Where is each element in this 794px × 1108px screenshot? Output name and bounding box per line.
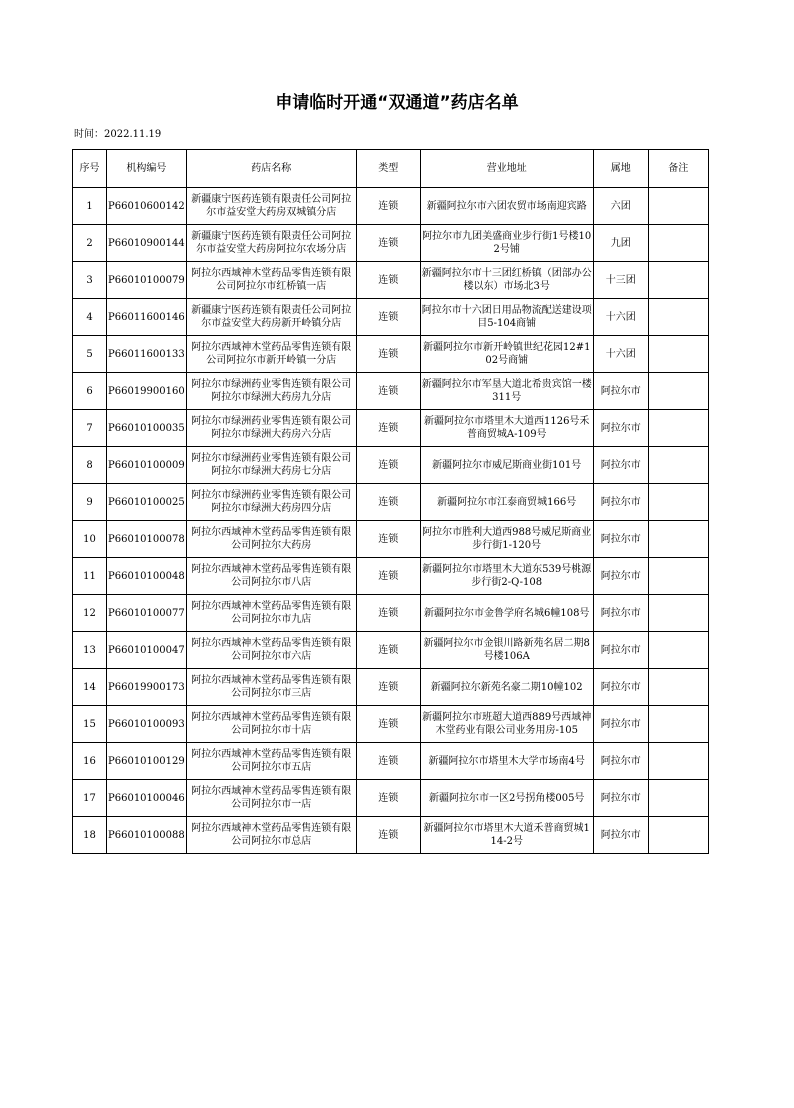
business-address: 阿拉尔市胜利大道西988号威尼斯商业步行街1-120号 [422,527,592,551]
jurisdiction: 阿拉尔市 [593,706,648,743]
jurisdiction: 十六团 [593,336,648,373]
institution-code: P66010100009 [107,447,187,484]
jurisdiction: 阿拉尔市 [593,780,648,817]
institution-code: P66010100047 [107,632,187,669]
row-number: 10 [73,521,107,558]
business-address: 新疆阿拉尔市班超大道西889号西域神木堂药业有限公司业务用房-105 [422,712,592,736]
remark [648,743,708,780]
row-number: 18 [73,817,107,854]
business-address: 新疆阿拉尔市塔里木大道东539号桃源步行街2-Q-108 [422,564,592,588]
jurisdiction: 阿拉尔市 [593,484,648,521]
header-code: 机构编号 [107,150,187,188]
table-row [73,225,709,262]
table-row [73,262,709,299]
jurisdiction: 阿拉尔市 [593,521,648,558]
remark [648,447,708,484]
institution-code: P66010100077 [107,595,187,632]
row-number: 2 [73,225,107,262]
pharmacy-type: 连锁 [356,447,420,484]
table-row [73,336,709,373]
row-number: 9 [73,484,107,521]
pharmacy-name: 阿拉尔市绿洲药业零售连锁有限公司阿拉尔市绿洲大药房六分店 [191,416,352,440]
remark [648,595,708,632]
business-address: 新疆阿拉尔市新开岭镇世纪花园12#102号商铺 [422,342,591,366]
table-row [73,484,709,521]
table-row [73,299,709,336]
business-address: 新疆阿拉尔市塔里木大道禾普商贸城114-2号 [423,823,590,847]
pharmacy-type: 连锁 [356,373,420,410]
pharmacy-name: 阿拉尔西域神木堂药品零售连锁有限公司阿拉尔市八店 [191,564,352,588]
pharmacy-name: 阿拉尔市绿洲药业零售连锁有限公司阿拉尔市绿洲大药房七分店 [191,453,352,477]
pharmacy-name: 阿拉尔西域神木堂药品零售连锁有限公司阿拉尔市九店 [191,601,352,625]
jurisdiction: 阿拉尔市 [593,447,648,484]
table-row [73,558,709,595]
header-name: 药店名称 [186,150,356,188]
remark [648,558,708,595]
business-address: 新疆阿拉尔新苑名豪二期10幢102 [430,681,583,693]
remark [648,484,708,521]
jurisdiction: 阿拉尔市 [593,817,648,854]
header-area: 属地 [593,150,648,188]
row-number: 16 [73,743,107,780]
remark [648,521,708,558]
row-number: 11 [73,558,107,595]
institution-code: P66011600146 [107,299,187,336]
business-address: 新疆阿拉尔市金银川路新苑名居二期8号楼106A [423,638,590,662]
jurisdiction: 阿拉尔市 [593,743,648,780]
header-row [73,150,709,188]
header-address: 营业地址 [420,150,593,188]
pharmacy-name: 阿拉尔西域神木堂药品零售连锁有限公司阿拉尔市三店 [191,675,352,699]
pharmacy-type: 连锁 [356,817,420,854]
page-title: 申请临时开通“双通道”药店名单 [275,93,519,113]
business-address: 新疆阿拉尔市威尼斯商业街101号 [432,459,582,471]
table-row [73,447,709,484]
remark [648,706,708,743]
business-address: 新疆阿拉尔市军垦大道北希贵宾馆一楼311号 [421,379,592,403]
institution-code: P66010100079 [107,262,187,299]
institution-code: P66010600142 [107,188,187,225]
remark [648,188,708,225]
table-row [73,410,709,447]
institution-code: P66010100048 [107,558,187,595]
pharmacy-name: 阿拉尔西域神木堂药品零售连锁有限公司阿拉尔市一店 [191,786,352,810]
business-address: 新疆阿拉尔市一区2号拐角楼005号 [428,792,585,804]
row-number: 14 [73,669,107,706]
remark [648,669,708,706]
jurisdiction: 六团 [593,188,648,225]
institution-code: P66010100078 [107,521,187,558]
pharmacy-type: 连锁 [356,780,420,817]
pharmacy-name: 阿拉尔西域神木堂药品零售连锁有限公司阿拉尔市五店 [191,749,352,773]
institution-code: P66010100129 [107,743,187,780]
table-row [73,188,709,225]
pharmacy-type: 连锁 [356,706,420,743]
row-number: 5 [73,336,107,373]
header-note: 备注 [648,150,708,188]
jurisdiction: 阿拉尔市 [593,410,648,447]
remark [648,336,708,373]
jurisdiction: 十六团 [593,299,648,336]
pharmacy-name: 阿拉尔市绿洲药业零售连锁有限公司阿拉尔市绿洲大药房四分店 [191,490,352,514]
institution-code: P66019900160 [107,373,187,410]
institution-code: P66010100093 [107,706,187,743]
jurisdiction: 九团 [593,225,648,262]
row-number: 1 [73,188,107,225]
institution-code: P66019900173 [107,669,187,706]
pharmacy-name: 新疆康宁医药连锁有限责任公司阿拉尔市益安堂大药房双城镇分店 [191,194,352,218]
table-row [73,817,709,854]
pharmacy-name: 阿拉尔市绿洲药业零售连锁有限公司阿拉尔市绿洲大药房九分店 [191,379,352,403]
pharmacy-name: 新疆康宁医药连锁有限责任公司阿拉尔市益安堂大药房新开岭镇分店 [191,305,352,329]
pharmacy-type: 连锁 [356,299,420,336]
jurisdiction: 阿拉尔市 [593,373,648,410]
row-number: 15 [73,706,107,743]
row-number: 4 [73,299,107,336]
table-row [73,632,709,669]
pharmacy-name: 阿拉尔西域神木堂药品零售连锁有限公司阿拉尔市新开岭镇一分店 [191,342,352,366]
row-number: 3 [73,262,107,299]
table-row [73,595,709,632]
institution-code: P66010100035 [107,410,187,447]
remark [648,817,708,854]
business-address: 阿拉尔市九团美盛商业步行街1号楼102号铺 [422,231,592,255]
institution-code: P66010100088 [107,817,187,854]
remark [648,262,708,299]
pharmacy-name: 阿拉尔西域神木堂药品零售连锁有限公司阿拉尔市总店 [191,823,352,847]
pharmacy-name: 阿拉尔西域神木堂药品零售连锁有限公司阿拉尔市红桥镇一店 [191,268,352,292]
row-number: 12 [73,595,107,632]
table-row [73,706,709,743]
remark [648,299,708,336]
institution-code: P66010900144 [107,225,187,262]
jurisdiction: 阿拉尔市 [593,558,648,595]
row-number: 13 [73,632,107,669]
business-address: 新疆阿拉尔市江泰商贸城166号 [437,496,577,508]
business-address: 新疆阿拉尔市十三团红桥镇（团部办公楼以东）市场北3号 [421,268,592,292]
remark [648,632,708,669]
table-row [73,521,709,558]
row-number: 6 [73,373,107,410]
pharmacy-name: 阿拉尔西域神木堂药品零售连锁有限公司阿拉尔市六店 [191,638,352,662]
pharmacy-table [72,149,709,854]
pharmacy-type: 连锁 [356,595,420,632]
table-row [73,669,709,706]
pharmacy-type: 连锁 [356,521,420,558]
business-address: 新疆阿拉尔市六团农贸市场南迎宾路 [426,200,587,212]
pharmacy-type: 连锁 [356,484,420,521]
pharmacy-type: 连锁 [356,669,420,706]
remark [648,780,708,817]
institution-code: P66010100046 [107,780,187,817]
remark [648,373,708,410]
table-row [73,743,709,780]
jurisdiction: 阿拉尔市 [593,632,648,669]
remark [648,410,708,447]
header-no: 序号 [73,150,107,188]
institution-code: P66010100025 [107,484,187,521]
header-type: 类型 [356,150,420,188]
table-row [73,780,709,817]
pharmacy-type: 连锁 [356,262,420,299]
table-row [73,373,709,410]
pharmacy-name: 新疆康宁医药连锁有限责任公司阿拉尔市益安堂大药房阿拉尔农场分店 [191,231,352,255]
jurisdiction: 阿拉尔市 [593,669,648,706]
row-number: 7 [73,410,107,447]
pharmacy-name: 阿拉尔西域神木堂药品零售连锁有限公司阿拉尔市十店 [191,712,352,736]
pharmacy-type: 连锁 [356,743,420,780]
row-number: 8 [73,447,107,484]
jurisdiction: 阿拉尔市 [593,595,648,632]
time-label: 时间：2022.11.19 [74,129,162,140]
pharmacy-name: 阿拉尔西域神木堂药品零售连锁有限公司阿拉尔大药房 [191,527,352,551]
pharmacy-type: 连锁 [356,558,420,595]
remark [648,225,708,262]
business-address: 新疆阿拉尔市塔里木大道西1126号禾普商贸城A-109号 [423,416,590,440]
pharmacy-type: 连锁 [356,225,420,262]
jurisdiction: 十三团 [593,262,648,299]
pharmacy-type: 连锁 [356,632,420,669]
institution-code: P66011600133 [107,336,187,373]
row-number: 17 [73,780,107,817]
business-address: 新疆阿拉尔市塔里木大学市场南4号 [428,755,585,767]
pharmacy-type: 连锁 [356,336,420,373]
pharmacy-type: 连锁 [356,410,420,447]
pharmacy-type: 连锁 [356,188,420,225]
business-address: 新疆阿拉尔市金鲁学府名城6幢108号 [423,607,590,619]
business-address: 阿拉尔市十六团日用品物流配送建设项目5-104商铺 [421,305,592,329]
